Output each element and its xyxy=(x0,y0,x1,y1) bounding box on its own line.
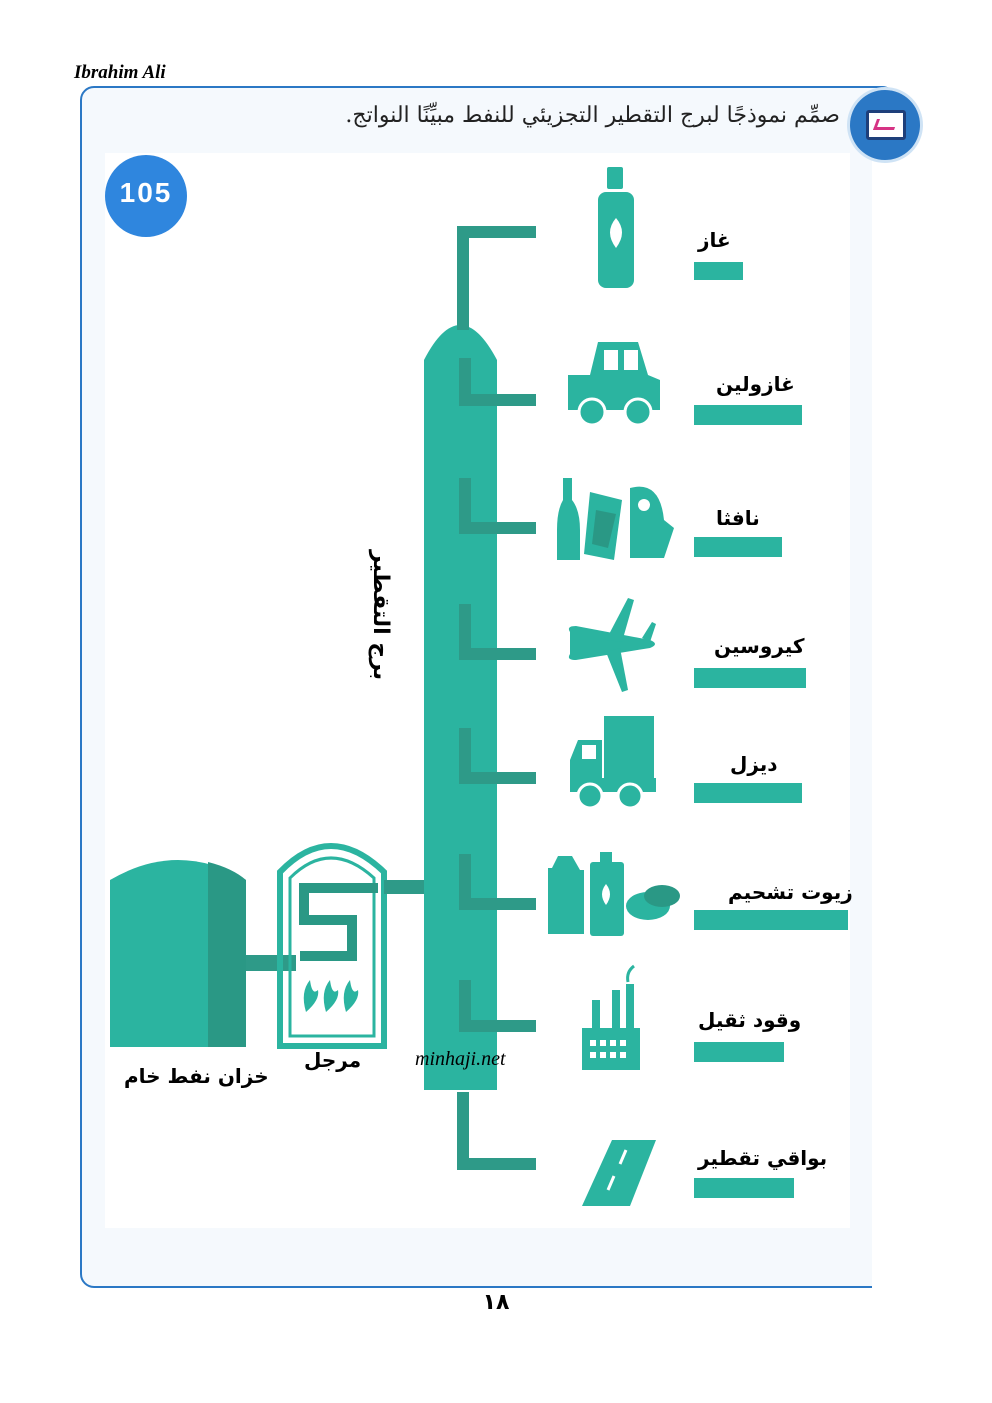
product-label-residue: بواقي تقطير xyxy=(698,1146,828,1170)
product-label-gasoline: غازولين xyxy=(716,372,795,396)
product-label-naphtha: نافثا xyxy=(716,506,760,530)
factory-icon xyxy=(582,966,640,1070)
label-underlines xyxy=(694,262,848,1198)
tower-label: برج التقطير xyxy=(368,550,393,681)
product-label-heavy-fuel: وقود ثقيل xyxy=(698,1008,802,1032)
product-label-kerosene: كيروسين xyxy=(714,634,805,658)
furnace-label: مرجل xyxy=(304,1048,362,1072)
gas-cylinder-icon xyxy=(598,167,634,288)
product-label-lubricating-oils: زيوت تشحيم xyxy=(728,880,853,904)
furnace-pipe xyxy=(384,880,426,894)
page-number: ١٨ xyxy=(482,1290,510,1315)
tank-label: خزان نفط خام xyxy=(124,1064,269,1088)
task-question: صمِّم نموذجًا لبرج التقطير التجزيئي للنفط مبيِّنًا النواتج. xyxy=(345,103,840,128)
watermark: minhaji.net xyxy=(415,1048,506,1070)
product-label-diesel: ديزل xyxy=(730,752,778,776)
furnace-icon xyxy=(280,846,384,1046)
car-icon xyxy=(568,342,660,425)
crude-oil-tank-icon xyxy=(110,860,246,1047)
book-page-badge: 105 xyxy=(105,155,187,237)
author-name: Ibrahim Ali xyxy=(74,62,166,83)
airplane-icon xyxy=(569,598,656,692)
distillation-tower xyxy=(424,325,497,1090)
product-label-gas: غاز xyxy=(698,228,731,252)
oil-cans-icon xyxy=(548,852,680,936)
plastic-products-icon xyxy=(557,478,674,560)
truck-icon xyxy=(570,716,656,808)
road-icon xyxy=(582,1140,656,1206)
